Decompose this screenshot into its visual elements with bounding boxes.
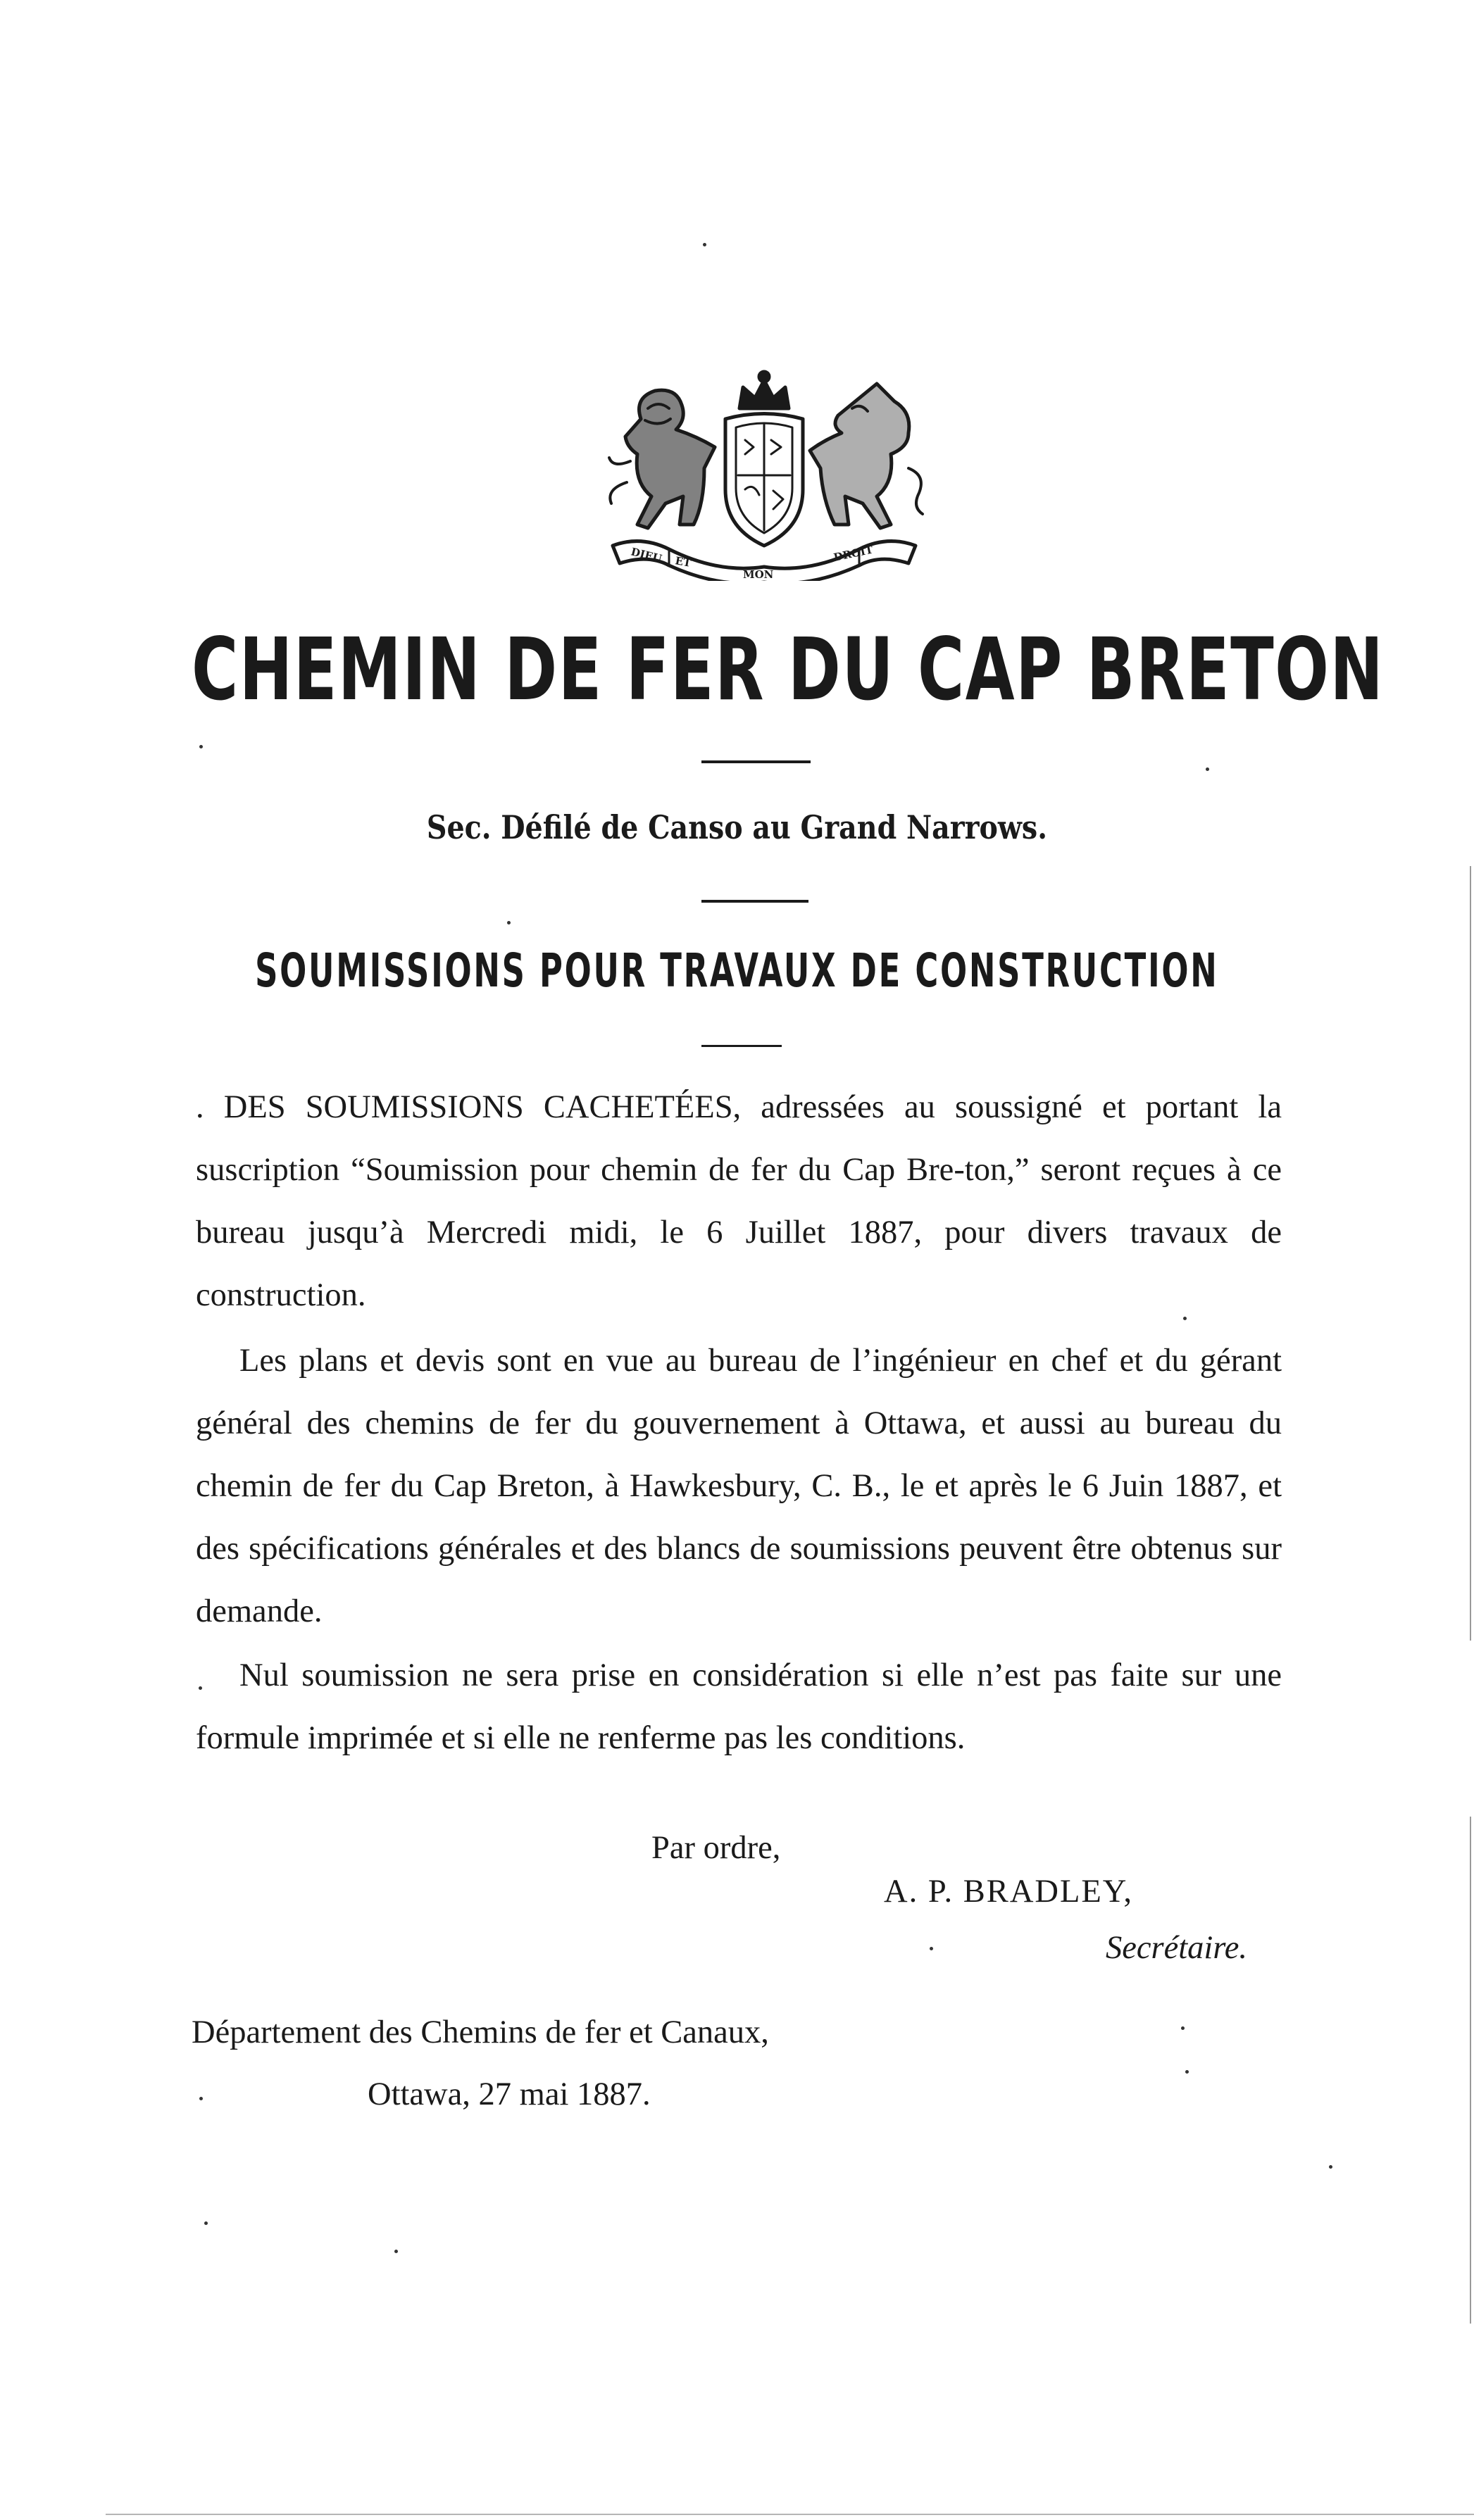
scan-speck [1181,2026,1185,2030]
notice-heading: SOUMISSIONS POUR TRAVAUX DE CONSTRUCTION [255,944,1219,998]
divider [701,900,808,903]
scan-speck [199,1686,202,1690]
scan-speck [394,2250,398,2253]
scan-speck [1183,1317,1187,1320]
scan-speck [204,2221,208,2225]
paragraph-conditions: Nul soumission ne sera prise en considération si elle n’est pas faite sur une formule imprimée et si elle ne renferme pas les conditions. [196,1657,1282,1756]
svg-text:DROIT: DROIT [832,543,875,564]
signature-name: A. P. BRADLEY, [884,1874,1133,1910]
place-date-line: Ottawa, 27 mai 1887. [368,2076,651,2112]
divider [701,760,811,763]
department-line: Département des Chemins de fer et Canaux, [192,2014,769,2050]
scan-speck [703,243,706,246]
paragraph-tender-notice: . DES SOUMISSIONS CACHETÉES, adressées au soussigné et portant la suscription “Soumission pour chemin de fer du Cap Bre-ton,” seront reçues à ce bureau jusqu’à Mercredi midi, le 6 Juillet 1887, pour divers travaux de construction. [196,1089,1282,1313]
svg-text:MON: MON [743,568,774,581]
scan-speck [1329,2165,1332,2169]
signature-role: Secrétaire. [1106,1930,1247,1966]
scan-bottom-edge [106,2514,1474,2515]
svg-text:ET: ET [674,554,692,570]
scan-edge-mark [1470,866,1471,1641]
page-title: CHEMIN DE FER DU CAP BRETON [191,620,1385,720]
scan-speck [199,2097,203,2100]
royal-coat-of-arms-icon [599,370,930,581]
scan-speck [507,921,511,924]
divider [701,1045,782,1047]
scan-speck [1206,767,1209,771]
scan-speck [199,745,203,748]
scan-speck [930,1947,933,1950]
scan-speck [1185,2070,1189,2074]
signature-order: Par ordre, [651,1830,781,1866]
section-subtitle: Sec. Défilé de Canso au Grand Narrows. [426,808,1047,846]
scan-edge-mark [1470,1817,1471,2324]
paragraph-plans: Les plans et devis sont en vue au bureau de l’ingénieur en chef et du gérant général des chemins de fer du gouvernement à Ottawa, et aussi au bureau du chemin de fer du Cap Breton, à Hawkesbury, C. B., le et après le 6 Juin 1887, et des spécifications générales et des blancs de soumissions peuvent être obtenus sur demande. [196,1343,1282,1629]
svg-text:DIEU: DIEU [630,545,663,565]
